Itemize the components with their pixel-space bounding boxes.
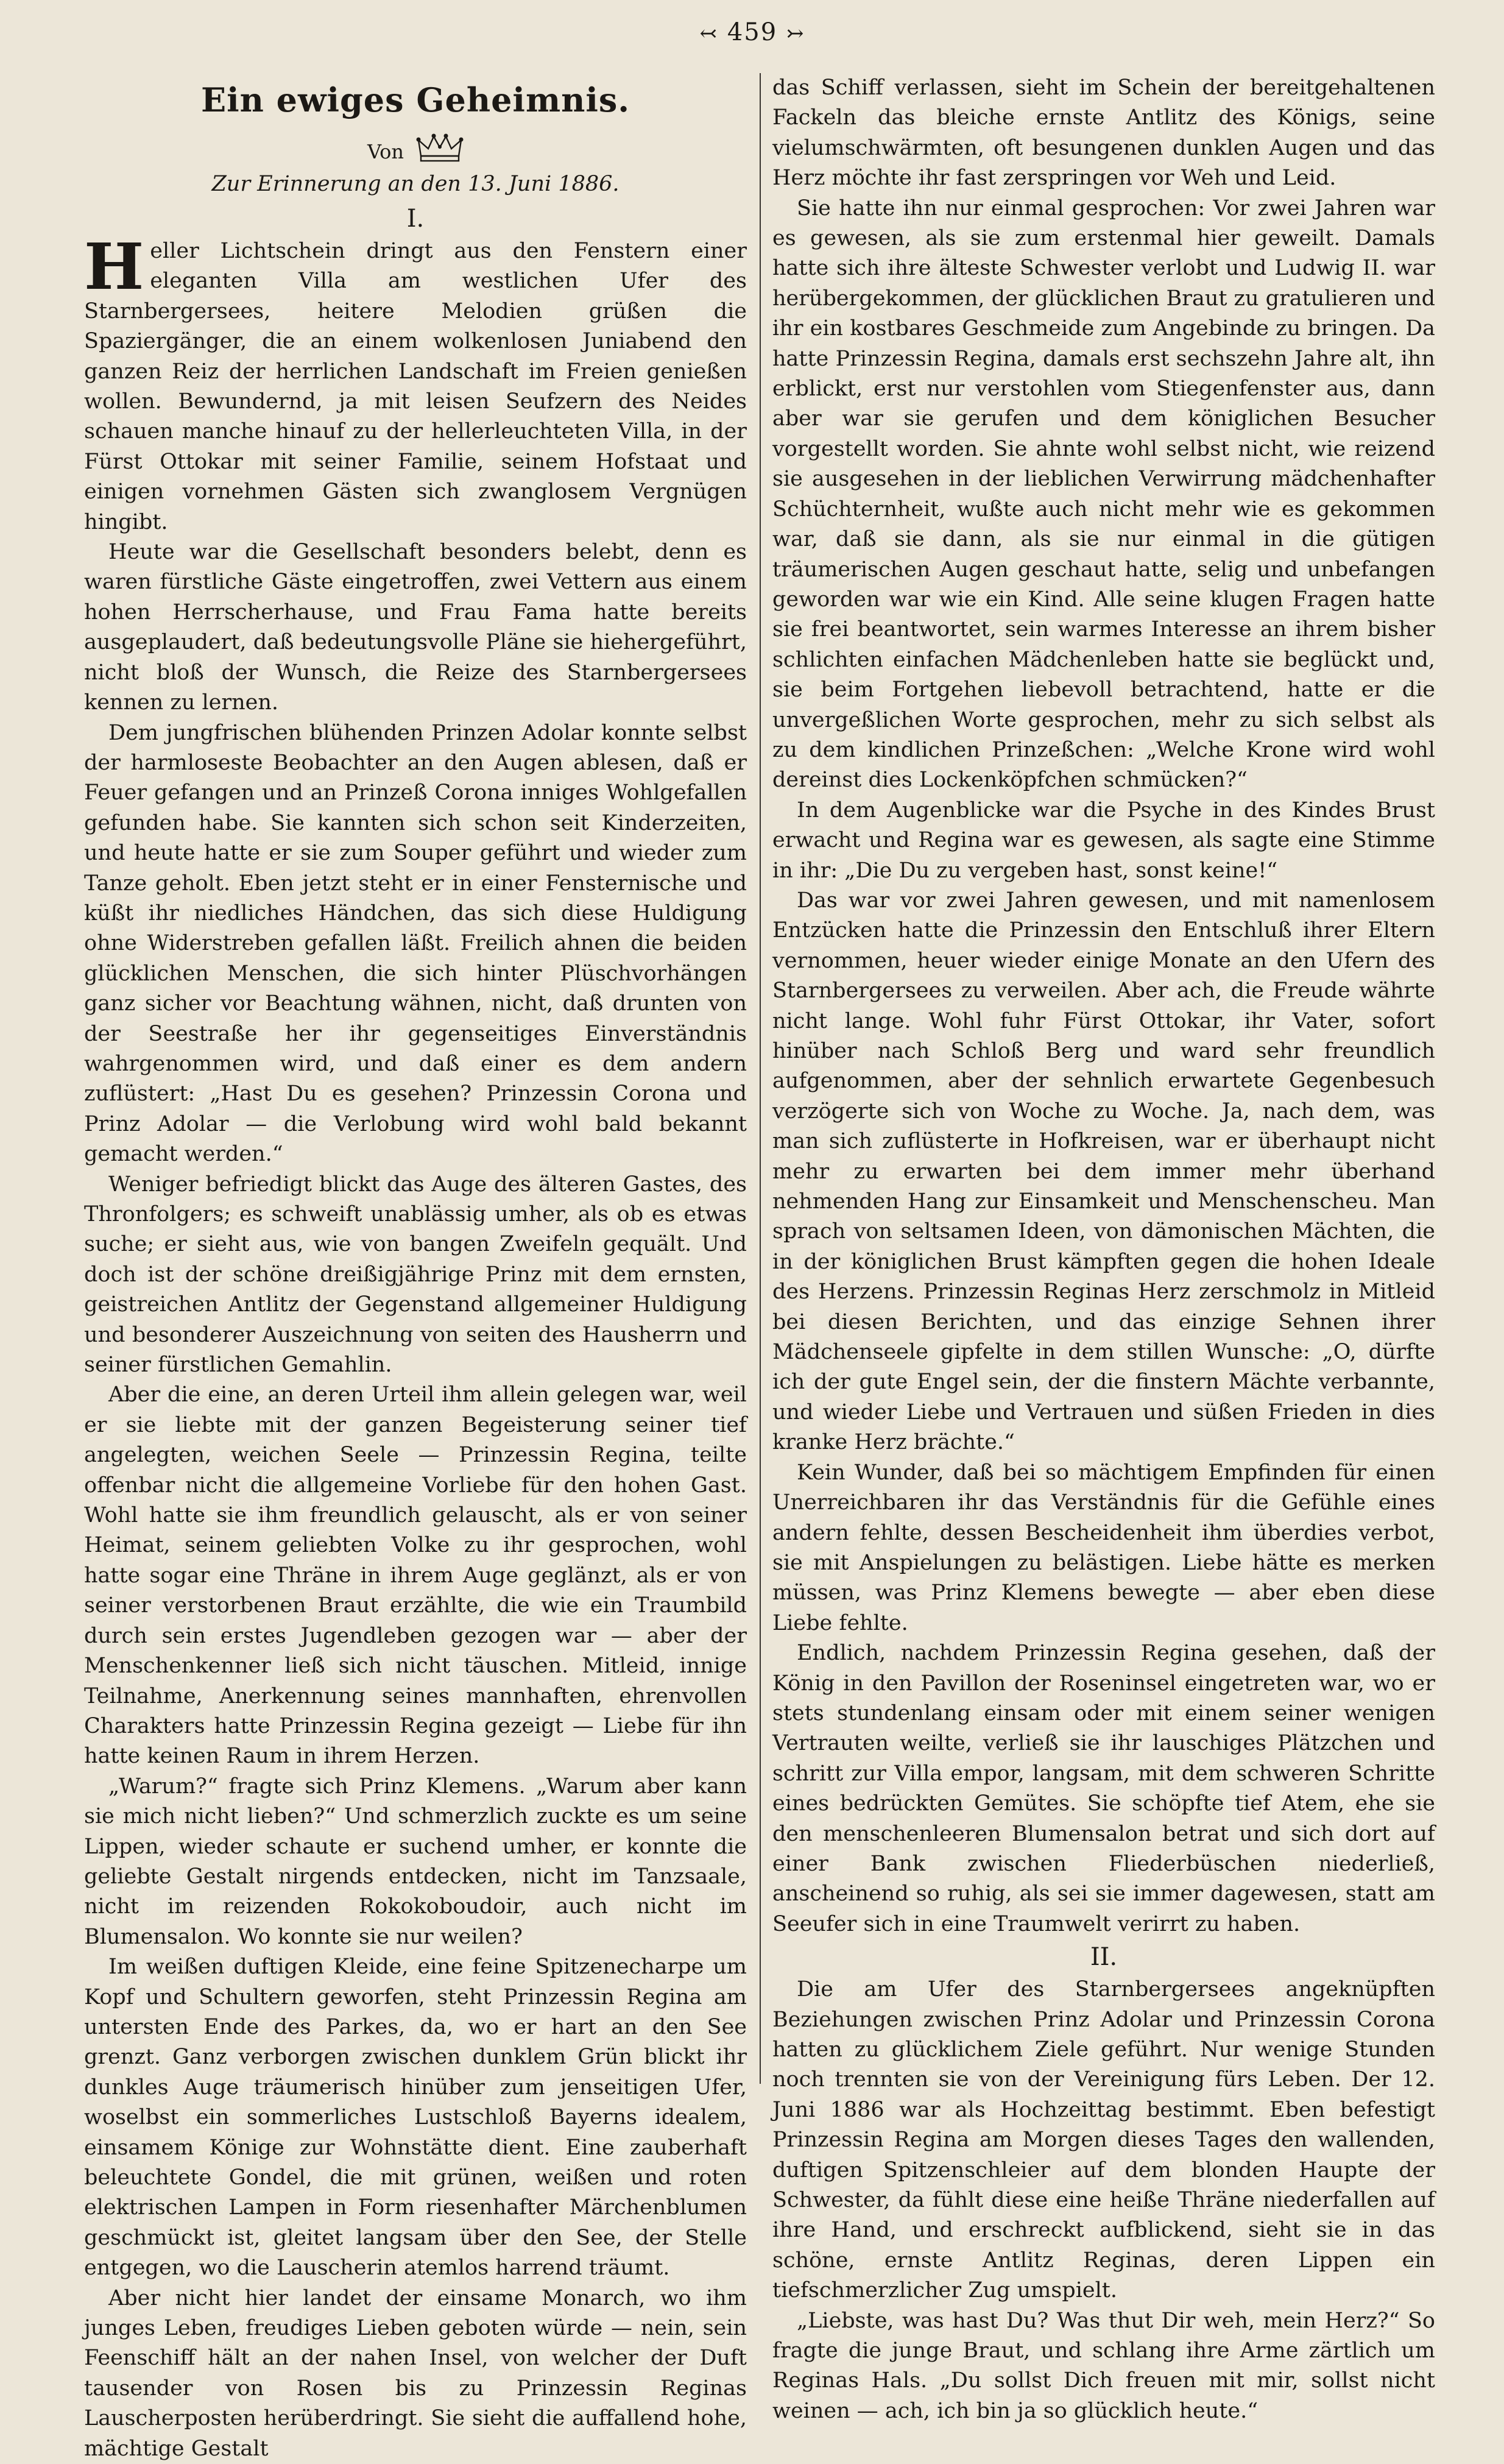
byline-prefix: Von [367,140,404,163]
ornament-right: ↣ [786,21,805,46]
paragraph: „Liebste, was hast Du? Was thut Dir weh, mein Herz?“ So fragte die junge Braut, und schlang ihre Arme zärtlich um Reginas Hals. „Du sollst Dich freuen mit mir, sollst nicht weinen — ach, ich bin ja so glücklich heute.“ [772,2308,1435,2423]
section-number-2: II. [1090,1943,1118,1972]
paragraph: Heute war die Gesellschaft besonders belebt, denn es waren fürstliche Gäste eingetroffen, zwei Vettern aus einem hohen Herrscherhause, und Frau Fama hatte bereits ausgeplaudert, daß bedeutungsvolle Pläne sie hiehergeführt, nicht bloß der Wunsch, die Reize des Starnbergersees kennen zu lernen. [84,540,747,715]
ornament-left: ↢ [699,21,719,46]
paragraph: Aber nicht hier landet der einsame Monarch, wo ihm junges Leben, freudiges Lieben geboten würde — nein, sein Feenschiff hält an der nahen Insel, von welcher der Duft tausender von Rosen bis zu Prinzessin Reginas Lauscherposten herüberdringt. Sie sieht die auffallend hohe, mächtige Gestalt [84,2285,747,2461]
paragraph: Aber die eine, an deren Urteil ihm allein gelegen war, weil er sie liebte mit der ganzen Begeisterung seiner tief angelegten, weichen Seele — Prinzessin Regina, teilte offenbar nicht die allgemeine Vorliebe für den hohen Gast. Wohl hatte sie ihm freundlich gelauscht, als er von seiner Heimat, seinem geliebten Volke zu ihr gesprochen, wohl hatte sogar eine Thräne in ihrem Auge geglänzt, als er von seiner verstorbenen Braut erzählte, die wie ein Traumbild durch sein erstes Jugendleben gezogen war — aber der Menschenkenner ließ sich nicht täuschen. Mitleid, innige Teilnahme, Anerkennung seines mannhaften, ehrenvollen Charakters hatte Prinzessin Regina gezeigt — Liebe für ihn hatte keinen Raum in ihrem Herzen. [84,1382,747,1769]
paragraph [84,229,747,537]
column-divider [760,73,761,2084]
article-title: Ein ewiges Geheimnis. [200,80,630,119]
byline [84,132,747,163]
right-column [772,73,1435,2426]
crown-icon [416,132,464,163]
page-number-header [655,18,850,46]
dedication: Zur Erinnerung an den 13. Juni 1886. [211,172,620,196]
paragraph: Kein Wunder, daß bei so mächtigem Empfinden für einen Unerreichbaren ihr das Verständnis für die Gefühle eines andern fehlte, dessen Bescheidenheit ihm überdies verbot, sie mit Anspielungen zu belästigen. Liebe hätte es merken müssen, was Prinz Klemens bewegte — aber eben diese Liebe fehlte. [772,1460,1435,1635]
paragraph: das Schiff verlassen, sieht im Schein der bereitgehaltenen Fackeln das bleiche ernste Antlitz des Königs, seine vielumschwärmten, oft besungenen dunklen Augen und das Herz möchte ihr fast zerspringen vor Weh und Leid. [772,76,1435,191]
paragraph: Endlich, nachdem Prinzessin Regina gesehen, daß der König in den Pavillon der Roseninsel eingetreten war, wo er stets stundenlang einsam oder mit einem seiner wenigen Vertrauten weilte, verließ sie ihr lauschiges Plätzchen und schritt zur Villa empor, langsam, mit dem schweren Schritte eines bedrückten Gemütes. Sie schöpfte tief Atem, ehe sie den menschenleeren Blumensalon betrat und sich dort auf einer Bank zwischen Fliederbüschen niederließ, anscheinend so ruhig, als sei sie immer dagewesen, statt am Seeufer sich in eine Traumwelt verirrt zu haben. [772,1641,1435,1936]
section-number-1: I. [406,205,425,233]
page-number: 459 [727,18,778,46]
paragraph: Die am Ufer des Starnbergersees angeknüpften Beziehungen zwischen Prinz Adolar und Prinzessin Corona hatten zu glücklichem Ziele geführt. Nur wenige Stunden noch trennten sie von der Vereinigung fürs Leben. Der 12. Juni 1886 war als Hochzeittag bestimmt. Eben befestigt Prinzessin Regina am Morgen dieses Tages den wallenden, duftigen Spitzenschleier auf dem blonden Haupte der Schwester, da fühlt diese eine heiße Thräne niederfallen auf ihre Hand, und erschreckt aufblickend, sieht sie in das schöne, ernste Antlitz Reginas, deren Lippen ein tiefschmerzlicher Zug umspielt. [772,1977,1435,2303]
paragraph: Das war vor zwei Jahren gewesen, und mit namenlosem Entzücken hatte die Prinzessin den Entschluß ihrer Eltern vernommen, heuer wieder einige Monate an den Ufern des Starnbergersees zu verweilen. Aber ach, die Freude währte nicht lange. Wohl fuhr Fürst Ottokar, ihr Vater, sofort hinüber nach Schloß Berg und ward sehr freundlich aufgenommen, aber der sehnlich erwartete Gegenbesuch verzögerte sich von Woche zu Woche. Ja, nach dem, was man sich zuflüsterte in Hofkreisen, war er überhaupt nicht mehr zu erwarten bei dem immer mehr überhand nehmenden Hang zur Einsamkeit und Menschenscheu. Man sprach von seltsamen Ideen, von dämonischen Mächten, die in der königlichen Brust kämpften gegen die hohen Ideale des Herzens. Prinzessin Reginas Herz zerschmolz in Mitleid bei diesen Berichten, und das einzige Sehnen ihrer Mädchenseele gipfelte in dem stillen Wunsche: „O, dürfte ich der gute Engel sein, der die finstern Mächte verbannte, und wieder Liebe und Vertrauen und süßen Frieden in dies kranke Herz brächte.“ [772,888,1435,1455]
paragraph: Dem jungfrischen blühenden Prinzen Adolar konnte selbst der harmloseste Beobachter an den Augen ablesen, daß er Feuer gefangen und an Prinzeß Corona inniges Wohlgefallen gefunden habe. Sie kannten sich schon seit Kinderzeiten, und heute hatte er sie zum Souper geführt und wieder zum Tanze geholt. Eben jetzt steht er in einer Fensternische und küßt ihr niedliches Händchen, das sich diese Huldigung ohne Widerstreben gefallen läßt. Freilich ahnen die beiden glücklichen Menschen, die sich hinter Plüschvorhängen ganz sicher vor Beachtung wähnen, nicht, daß drunten von der Seestraße her ihr gegenseitiges Einverständnis wahrgenommen wird, und daß einer es dem andern zuflüstert: „Hast Du es gesehen? Prinzessin Corona und Prinz Adolar — die Verlobung wird wohl bald bekannt gemacht werden.“ [84,720,747,1167]
paragraph: In dem Augenblicke war die Psyche in des Kindes Brust erwacht und Regina war es gewesen, als sagte eine Stimme in ihr: „Die Du zu vergeben hast, sonst keine!“ [772,798,1435,883]
paragraph: Sie hatte ihn nur einmal gesprochen: Vor zwei Jahren war es gewesen, als sie zum erstenmal hier geweilt. Damals hatte sich ihre älteste Schwester verlobt und Ludwig II. war herübergekommen, der glücklichen Braut zu gratulieren und ihr ein kostbares Geschmeide zum Angebinde zu bringen. Da hatte Prinzessin Regina, damals erst sechszehn Jahre alt, ihn erblickt, erst nur verstohlen vom Stiegenfenster aus, dann aber war sie gerufen und dem königlichen Besucher vorgestellt worden. Sie ahnte wohl selbst nicht, wie reizend sie ausgesehen in der lieblichen Verwirrung mädchenhafter Schüchternheit, wußte auch nicht mehr wie es gekommen war, daß sie dann, als sie nur einmal in die gütigen träumerischen Augen geschaut hatte, selig und unbefangen geworden war wie ein Kind. Alle seine klugen Fragen hatte sie frei beantwortet, sein warmes Interesse an ihrem bisher schlichten einfachen Mädchenleben hatte sie beglückt und, sie beim Fortgehen liebevoll betrachtend, hatte er die unvergeßlichen Worte gesprochen, mehr zu sich selbst als zu dem kindlichen Prinzeßchen: „Welche Krone wird wohl dereinst dies Lockenköpfchen schmücken?“ [772,196,1435,793]
paragraph: Im weißen duftigen Kleide, eine feine Spitzenecharpe um Kopf und Schultern geworfen, steht Prinzessin Regina am untersten Ende des Parkes, da, wo er hart an den See grenzt. Ganz verborgen zwischen dunklem Grün blickt ihr dunkles Auge träumerisch hinüber zum jenseitigen Ufer, woselbst ein sommerliches Lustschloß Bayerns idealem, einsamem Könige zur Wohnstätte dient. Eine zauberhaft beleuchtete Gondel, die mit grünen, weißen und roten elektrischen Lampen in Form riesenhafter Märchenblumen geschmückt ist, gleitet langsam über den See, der Stelle entgegen, wo die Lauscherin atemlos harrend träumt. [84,1955,747,2281]
drop-cap: H [84,229,144,304]
left-column [84,73,747,2464]
paragraph: Weniger befriedigt blickt das Auge des älteren Gastes, des Thronfolgers; es schweift unablässig umher, als ob es etwas suche; er sieht aus, wie von bangen Zweifeln gequält. Und doch ist der schöne dreißigjährige Prinz mit dem ernsten, geistreichen Antlitz der Gegenstand allgemeiner Huldigung und besonderer Auszeichnung von seiten des Hausherrn und seiner fürstlichen Gemahlin. [84,1172,747,1378]
paragraph-text: eller Lichtschein dringt aus den Fenstern einer eleganten Villa am westlichen Ufer des Starnbergersees, heitere Melodien grüßen die Spaziergänger, die an einem wolkenlosen Juniabend den ganzen Reiz der herrlichen Landschaft im Freien genießen wollen. Bewundernd, ja mit leisen Seufzern des Neides schauen manche hinauf zu der hellerleuchteten Villa, in der Fürst Ottokar mit seiner Familie, seinem Hofstaat und einigen vornehmen Gästen sich zwanglosem Vergnügen hingibt. [84,239,747,534]
paragraph: „Warum?“ fragte sich Prinz Klemens. „Warum aber kann sie mich nicht lieben?“ Und schmerzlich zuckte es um seine Lippen, wieder schaute er suchend umher, er konnte die geliebte Gestalt nirgends entdecken, nicht im Tanzsaale, nicht im reizenden Rokokoboudoir, auch nicht im Blumensalon. Wo konnte sie nur weilen? [84,1774,747,1949]
